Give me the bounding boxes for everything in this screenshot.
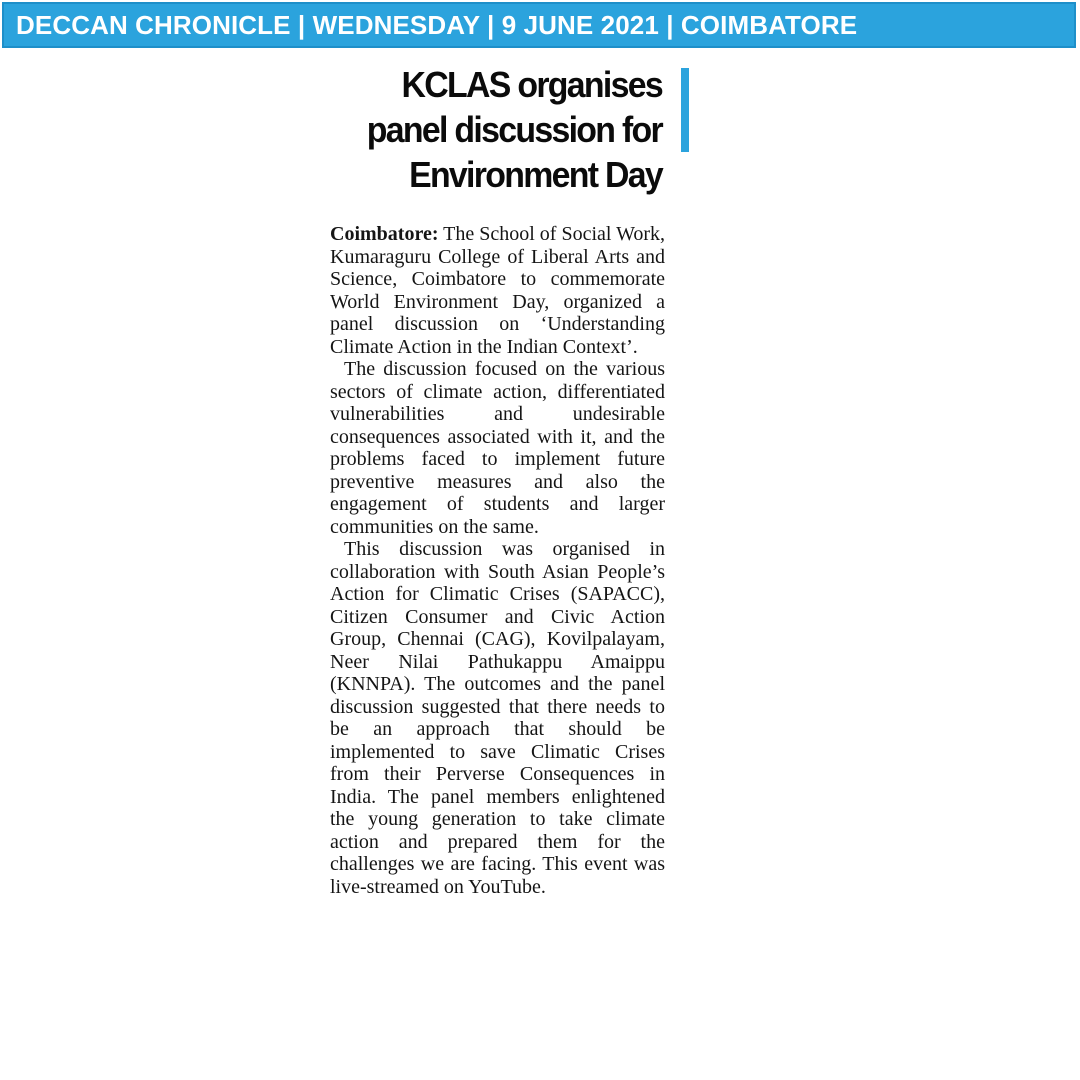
headline-accent-bar (681, 68, 689, 152)
article-headline (322, 62, 662, 197)
article-paragraph-2: The discussion focused on the various sectors of climate action, differentiated vulnerabilities and undesirable consequences associated with it, and the problems faced to implement future preventive measures and also the engagement of students and larger communities on the same. (330, 358, 665, 538)
masthead-banner: DECCAN CHRONICLE | WEDNESDAY | 9 JUNE 2021 | COIMBATORE (2, 2, 1076, 48)
headline-line-2: panel discussion for (366, 109, 662, 150)
article-paragraph-1 (330, 223, 665, 358)
article-paragraph-3: This discussion was organised in collaboration with South Asian People’s Action for Climatic Crises (SAPACC), Citizen Consumer and Civic Action Group, Chennai (CAG), Kovilpalayam, Neer Nilai Pathukappu Amaippu (KNNPA). The outcomes and the panel discussion suggested that there needs to be an approach that should be implemented to save Climatic Crises from their Perverse Consequences in India. The panel members enlightened the young generation to take climate action and prepared them for the challenges we are facing. This event was live-streamed on YouTube. (330, 538, 665, 898)
article-body (330, 223, 665, 898)
headline-line-3: Environment Day (409, 154, 662, 195)
paragraph-1-text: The School of Social Work, Kumaraguru College of Liberal Arts and Science, Coimbatore to commemorate World Environment Day, organized a panel discussion on ‘Understanding Climate Action in the Indian Context’. (330, 223, 666, 358)
headline-line-1: KCLAS organises (401, 64, 662, 105)
headline-block (300, 62, 662, 197)
dateline: Coimbatore: (330, 223, 439, 245)
